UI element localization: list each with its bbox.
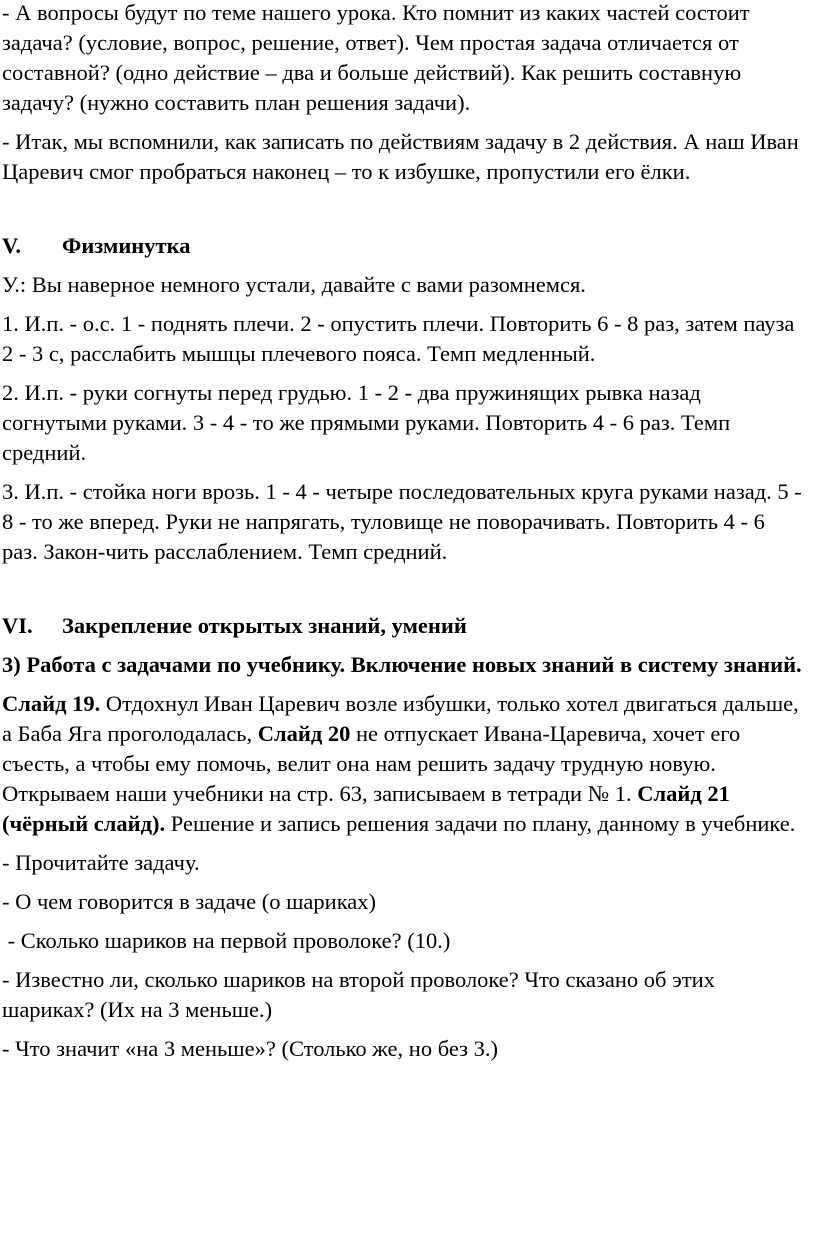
question-2: - О чем говорится в задаче (о шариках) [2,889,377,914]
slide-21-label: Слайд 21 (чёрный слайд). [2,781,730,836]
section-number: VI. [2,613,33,638]
exercise-1: 1. И.п. - о.с. 1 - поднять плечи. 2 - опустить плечи. Повторить 6 - 8 раз, затем пауза 2 - 3 с, расслабить мышцы плечевого пояса. Темп медленный. [2,311,795,366]
slide-19-label: Слайд 19. [2,691,101,716]
section-number: V. [2,233,21,258]
question-3: - Сколько шариков на первой проволоке? (10.) [2,928,451,953]
section-heading-consolidation [2,611,802,641]
question-5: - Что значит «на 3 меньше»? (Столько же, но без 3.) [2,1036,498,1061]
teacher-paragraph: У.: Вы наверное немного устали, давайте с вами разомнемся. [2,272,586,297]
slide-20-label: Слайд 20 [257,721,351,746]
section-title: Физминутка [62,233,191,258]
question-4: - Известно ли, сколько шариков на второй проволоке? Что сказано об этих шариках? (Их на 3 меньше.) [2,967,715,1022]
slide-text-2: не отпускает Ивана-Царевича, хочет его съесть, а чтобы ему помочь, велит она нам решить задачу трудную новую. Открываем наши учебники на стр. 63, записываем в тетради № 1. [2,721,741,806]
exercise-2: 2. И.п. - руки согнуты перед грудью. 1 - 2 - два пружинящих рывка назад согнутыми руками. 3 - 4 - то же прямыми руками. Повторить 4 - 6 раз. Темп средний. [2,380,731,465]
subheading [2,650,802,680]
recap-paragraph: - Итак, мы вспомнили, как записать по действиям задачу в 2 действия. А наш Иван Царевич смог пробраться наконец – то к избушке, пропустили его ёлки. [2,129,799,184]
section-title: Закрепление открытых знаний, умений [62,613,467,638]
question-1: - Прочитайте задачу. [2,850,200,875]
slide-text-3: Решение и запись решения задачи по плану, данному в учебнике. [165,811,796,836]
intro-questions-paragraph: - А вопросы будут по теме нашего урока. Кто помнит из каких частей состоит задача? (условие, вопрос, решение, ответ). Чем простая задача отличается от составной? (одно действие – два и больше действий). Как решить составную задачу? (нужно составить план решения задачи). [2,0,750,115]
slide-paragraph [2,689,802,839]
section-heading-fizminutka [2,231,802,261]
exercise-3: 3. И.п. - стойка ноги врозь. 1 - 4 - четыре последовательных круга руками назад. 5 - 8 - то же вперед. Руки не напрягать, туловище не поворачивать. Повторить 4 - 6 раз. Закон-чить расслаблением. Темп средний. [2,479,802,564]
slide-text-1: Отдохнул Иван Царевич возле избушки, только хотел двигаться дальше, а Баба Яга проголодалась, [2,691,799,746]
subheading-text: 3) Работа с задачами по учебнику. Включение новых знаний в систему знаний. [2,652,802,677]
